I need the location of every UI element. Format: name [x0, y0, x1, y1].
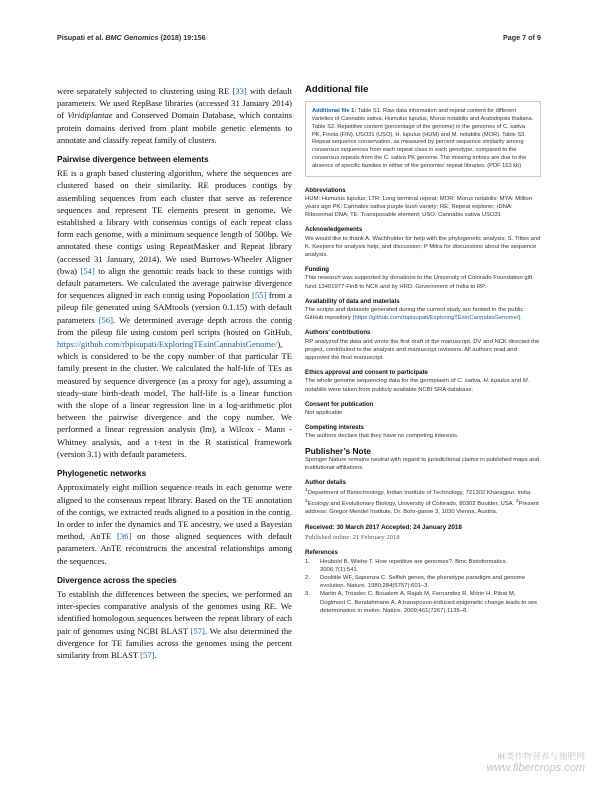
citation-link[interactable]: [36] [117, 531, 132, 542]
text: The scripts and datasets generated during the current study are hosted in the public GitHub repository ( [305, 307, 524, 322]
text: Department of Biotechnology, Indian Institute of Technology, 721302 Kharagpur, India. [307, 490, 532, 497]
running-header [57, 33, 206, 42]
affiliation-number: 1 [305, 488, 308, 494]
left-column [57, 85, 292, 661]
section-paragraph [57, 588, 292, 661]
text: on those aligned sequences with default parameters. AnTE reconstructs the ancestral relationships among the sequences. [57, 531, 292, 566]
contributions-text: RP analyzed the data and wrote the first draft of the manuscript. DV and NCK directed the project, contributed to the analysis and manuscript revisions. All authors read and approved the final manuscript. [305, 338, 540, 362]
text: . We also determined the divergence for TE families across the genomes using the percent similarity from BLAST [57, 625, 292, 660]
text: and [509, 378, 523, 385]
funding-text: This research was supported by donations to the University of Colorado Foundation gift fund 13401977-Fin8 to NCK and by HRD, Government of India to RP. [305, 275, 533, 290]
consent-text: Not applicable [305, 410, 343, 417]
author-details-text [305, 487, 541, 516]
additional-file-description: Table S1. Raw data information and repeat content for different varieties of Cannabis sativa, Humulus lupulus, Morus notabilis and Arabidopsis thaliana. Table S2. Repetitive content (percentage of the genome) in the genomes of C. sativa PK, Finola (FIN), USO31 (USO), H. lupulus (HUM) and M. notabilis (MOR). Table S3. Repeat sequence conservation, as measured by percent sequence similarity among consensus sequences from each repeat class in each genotype, compared to the consensus repeats from the C. sativa PK genome. The missing entries are due to the absence of specific families in either of the genomes' repeat libraries. (PDF 163 kb) [312, 108, 534, 169]
text: . We determined average depth across the contig from the pileup file using custom perl scripts (hosted on GitHub, [57, 314, 293, 337]
section-paragraph [57, 167, 292, 460]
references-heading: References [305, 549, 338, 557]
citation-link[interactable]: [55] [251, 290, 267, 301]
funding-heading: Funding [305, 266, 330, 274]
text: . [154, 649, 157, 660]
reference-item [305, 590, 541, 615]
consent-heading: Consent for publication [305, 400, 374, 408]
availability-heading: Availability of data and materials [305, 297, 400, 305]
citation-link[interactable]: [54] [80, 265, 95, 276]
intro-paragraph [57, 85, 292, 146]
ethics-text [305, 377, 541, 393]
citation-link[interactable]: [33] [232, 86, 247, 96]
publisher-note-heading: Publisher’s Note [305, 445, 372, 456]
text: The whole genome sequencing data for the germplasm of [305, 378, 458, 385]
species-name: M. notabilis [305, 378, 530, 393]
additional-file-title: Additional file [305, 84, 369, 95]
reference-text: Doolittle WF, Sapienza C. Selfish genes, the phenotype paradigm and genome evolution. Nature. 1980;284(5757):601–3. [320, 575, 525, 590]
header-journal: BMC Genomics [105, 33, 159, 42]
abbreviations-text: HUM: Humulus lupulus; LTR: Long terminal repeat; MOR: Morus notabilis; MYA: Million years ago PK: Cannabis sativa purple kush variety; RE: Repeat explorer; rDNA: Ribosomal DNA; TE: Transposable element; USO: Cannabis sativa USO31 [305, 195, 532, 219]
section-paragraph [57, 481, 292, 566]
text: from a pileup file generated using SAMtools (version 0.1.15) with default parameters [57, 290, 293, 325]
publisher-note-text: Springer Nature remains neutral with regard to jurisdictional claims in published maps and institutional affiliations. [305, 456, 540, 472]
species-name: C. sativa, H. lupulus [457, 378, 510, 385]
text: with default parameters. We used RepBase libraries (accessed 31 January 2014) of [57, 86, 293, 121]
text: and Conserved Domain Database, which contains protein domains derived from plant mobile genetic elements to annotate and classify repeat family of clusters. [57, 110, 292, 145]
contributions-heading: Authors' contributions [305, 329, 371, 337]
text: Present address: Gregor Mendel Institute, Dr. Bohr-gasse 3, 1030 Vienna, Austria. [305, 500, 539, 515]
affiliation-number: 2 [305, 498, 308, 504]
text: To establish the differences between the species, we performed an inter-species comparative analysis of the genomes using RE. We identified homologous sequences between the repeat library of each pair of genomes using NCBI BLAST [57, 588, 292, 636]
header-authors: Pisupati et al. [57, 33, 104, 42]
text: RE is a graph based clustering algorithm, where the sequences are clustered based on their similarity. RE produces contigs by assembling sequences from each cluster that serve as reference sequences and represent TE elements present in genome. We established a library with consensus contigs of each repeat class form each genome, with a minimum sequence length of 500bp. We annotated these contigs using RepeatMasker and Repeat library (accessed 31 January, 2014). We used Burrows-Wheeler Aligner (bwa) [57, 168, 292, 276]
text: Approximately eight million sequence reads in each genome were aligned to the consensus repeat library. Based on the TE annotation of the contigs, we extracted reads aligned to a position in the contig. In order to infer the dynamics and TE ancestry, we used a Bayesian method, AnTE [57, 482, 292, 542]
watermark-url: www.fibercrops.com [486, 762, 585, 774]
ethics-heading: Ethics approval and consent to participate [305, 369, 428, 377]
availability-text [305, 306, 541, 322]
reference-item [305, 574, 541, 590]
competing-heading: Competing interests [305, 424, 364, 432]
text: Ecology and Evolutionary Biology, University of Colorado, 80302 Boulder, USA. [307, 500, 516, 507]
reference-number: 3. [305, 591, 310, 598]
text: ), which is considered to be the copy number of that particular TE family present in the cluster. We calculated the half-life of TEs as measured by sequence divergence (as a proxy for age), assuming a steady-state birth-death model. The half-life is a linear function with the slope of a linear regression line in a log-arithmetic plot between the pairwise divergence and the copy number. We performed a linear regression analysis (lm), a Wilcox - Mann - Whitney analysis, and a t-test in the R statistical framework (version 3.1) with default parameters. [57, 339, 292, 459]
reference-item [305, 558, 541, 574]
text: ). [518, 315, 523, 322]
reference-number: 1. [305, 558, 310, 565]
competing-text: The authors declare that they have no competing interests. [305, 433, 459, 440]
affiliation-number: 3 [515, 498, 519, 504]
github-link[interactable]: https://github.com/rbpisupati/ExploringTEsinCannabisGenome/ [354, 315, 519, 322]
acknowledgements-text: We would like to thank A. Wachholder for help with the phylogenetic analysis; S. Tittes and K. Keepers for analysis help, and discussion; P Mitra for discussions about the sequence analysis. [305, 235, 541, 258]
abbreviations-heading: Abbreviations [305, 186, 346, 194]
section-heading: Pairwise divergence between elements [57, 155, 209, 165]
reference-text: Heubold B, Wiehe T. How repetitive are genomes?. Bmc Bioinformatics. 2006;7(1):541. [320, 558, 508, 573]
additional-file-link[interactable]: Additional file 1: [312, 108, 357, 115]
text: were taken from publicly available NCBI SRA database. [326, 386, 474, 393]
citation-link[interactable]: [56] [98, 314, 114, 325]
reference-number: 2. [305, 575, 310, 582]
reference-list [305, 558, 541, 615]
section-heading: Phylogenetic networks [57, 469, 147, 479]
species-name: Viridiplantae [67, 110, 113, 121]
acknowledgements-heading: Acknowledgements [305, 226, 363, 234]
text: were separately subjected to clustering using RE [57, 86, 233, 96]
section-heading: Divergence across the species [57, 575, 177, 585]
watermark-chinese: 麻类作物营养与施肥网 [497, 751, 585, 761]
github-link[interactable]: https://github.com/rbpisupati/ExploringTEsinCannabisGenome/ [57, 339, 278, 350]
received-accepted-dates: Received: 30 March 2017 Accepted: 24 January 2018 [305, 524, 462, 532]
text: to align the genomic reads back to these contigs with default parameters. We calculated the average pairwise divergence for sequences aligned in each contig using Popoolation [57, 265, 292, 301]
page-number: Page 7 of 9 [503, 33, 541, 42]
reference-text: Martin A, Troadec C, Boualem A, Rajab M, Fernandez R, Morin H, Pitrat M, Dogimont C, Bendahmane A. A transposon-induced epigenetic change leads to sex determination in melon. Nature. 2009;461(7267):1135–8. [320, 591, 538, 614]
header-citation: (2018) 19:156 [160, 33, 206, 42]
right-column [305, 86, 541, 615]
author-details-heading: Author details [305, 479, 346, 487]
published-online-date: Published online: 21 February 2018 [305, 534, 400, 542]
additional-file-box [305, 101, 541, 176]
citation-link[interactable]: [57] [140, 649, 155, 660]
citation-link[interactable]: [57] [190, 625, 205, 636]
